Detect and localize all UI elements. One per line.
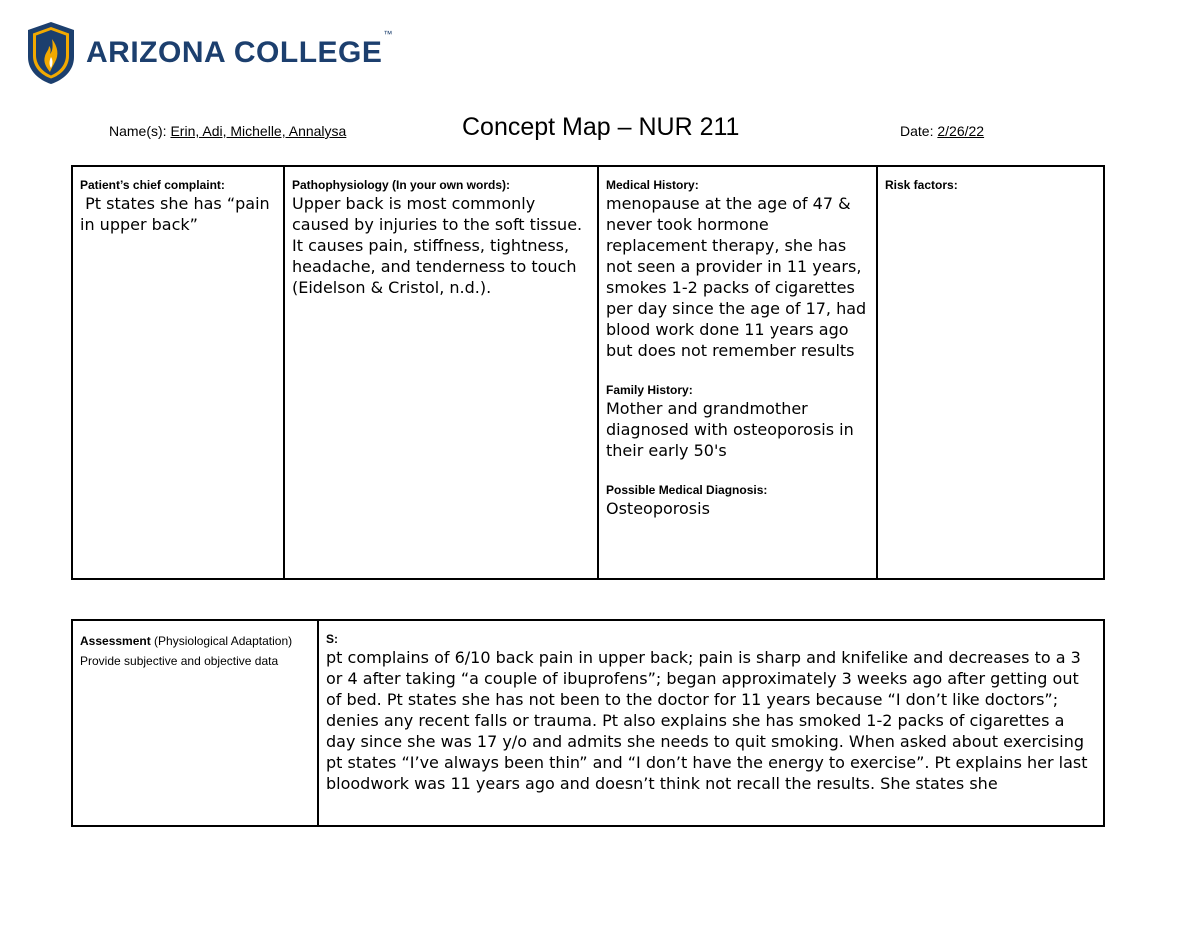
date-label: Date: xyxy=(900,123,934,139)
medical-history-text: menopause at the age of 47 & never took hormone replacement therapy, she has not seen a provider in 11 years, smokes 1-2 packs of cigarettes per day since the age of 17, had blood work done 11 years ago but does not remember results xyxy=(606,194,867,360)
assessment-label-bold: Assessment xyxy=(80,634,151,648)
trademark-symbol: ™ xyxy=(383,29,393,39)
chief-complaint-cell xyxy=(72,166,284,579)
subjective-label: S: xyxy=(326,632,338,646)
subjective-text: pt complains of 6/10 back pain in upper back; pain is sharp and knifelike and decreases to a 3 or 4 after taking “a couple of ibuprofens”; began approximately 3 weeks ago after getting out of bed. Pt states she has not been to the doctor for 11 years because “I don’t like doctors”; denies any recent falls or trauma. Pt also explains she has smoked 1-2 packs of cigarettes a day since she was 17 y/o and admits she needs to quit smoking. When asked about exercising pt states “I’ve always been thin” and “I don’t have the energy to exercise”. Pt explains her last bloodwork was 11 years ago and doesn’t think not recall the results. She states she xyxy=(326,648,1088,793)
concept-map-table xyxy=(71,165,1105,580)
page-title: Concept Map – NUR 211 xyxy=(462,113,740,141)
medical-diagnosis-label: Possible Medical Diagnosis: xyxy=(606,483,768,497)
subjective-cell xyxy=(318,620,1104,826)
pathophysiology-cell xyxy=(284,166,598,579)
risk-factors-label: Risk factors: xyxy=(885,178,958,192)
medical-history-cell xyxy=(598,166,877,579)
date-value: 2/26/22 xyxy=(937,123,985,139)
names-field xyxy=(109,123,346,139)
names-label: Name(s): xyxy=(109,123,167,139)
assessment-heading xyxy=(80,631,311,651)
date-field xyxy=(900,123,984,139)
shield-flame-icon xyxy=(26,21,76,85)
assessment-table xyxy=(71,619,1105,827)
chief-complaint-text: Pt states she has “pain in upper back” xyxy=(80,194,275,234)
family-history-text: Mother and grandmother diagnosed with osteoporosis in their early 50's xyxy=(606,399,854,460)
assessment-instructions: Provide subjective and objective data xyxy=(80,654,279,668)
risk-factors-cell xyxy=(877,166,1104,579)
logo-wordmark: ARIZONA COLLEGE xyxy=(86,36,383,69)
chief-complaint-label: Patient’s chief complaint: xyxy=(80,178,225,192)
medical-diagnosis-text: Osteoporosis xyxy=(606,499,710,518)
assessment-label-cell xyxy=(72,620,318,826)
pathophysiology-label: Pathophysiology (In your own words): xyxy=(292,178,510,192)
arizona-college-logo xyxy=(26,21,392,85)
medical-history-label: Medical History: xyxy=(606,178,699,192)
family-history-label: Family History: xyxy=(606,383,693,397)
pathophysiology-text: Upper back is most commonly caused by injuries to the soft tissue. It causes pain, stiffness, tightness, headache, and tenderness to touch (Eidelson & Cristol, n.d.). xyxy=(292,194,583,297)
names-value: Erin, Adi, Michelle, Annalysa xyxy=(170,123,347,139)
assessment-label-rest: (Physiological Adaptation) xyxy=(150,634,293,648)
